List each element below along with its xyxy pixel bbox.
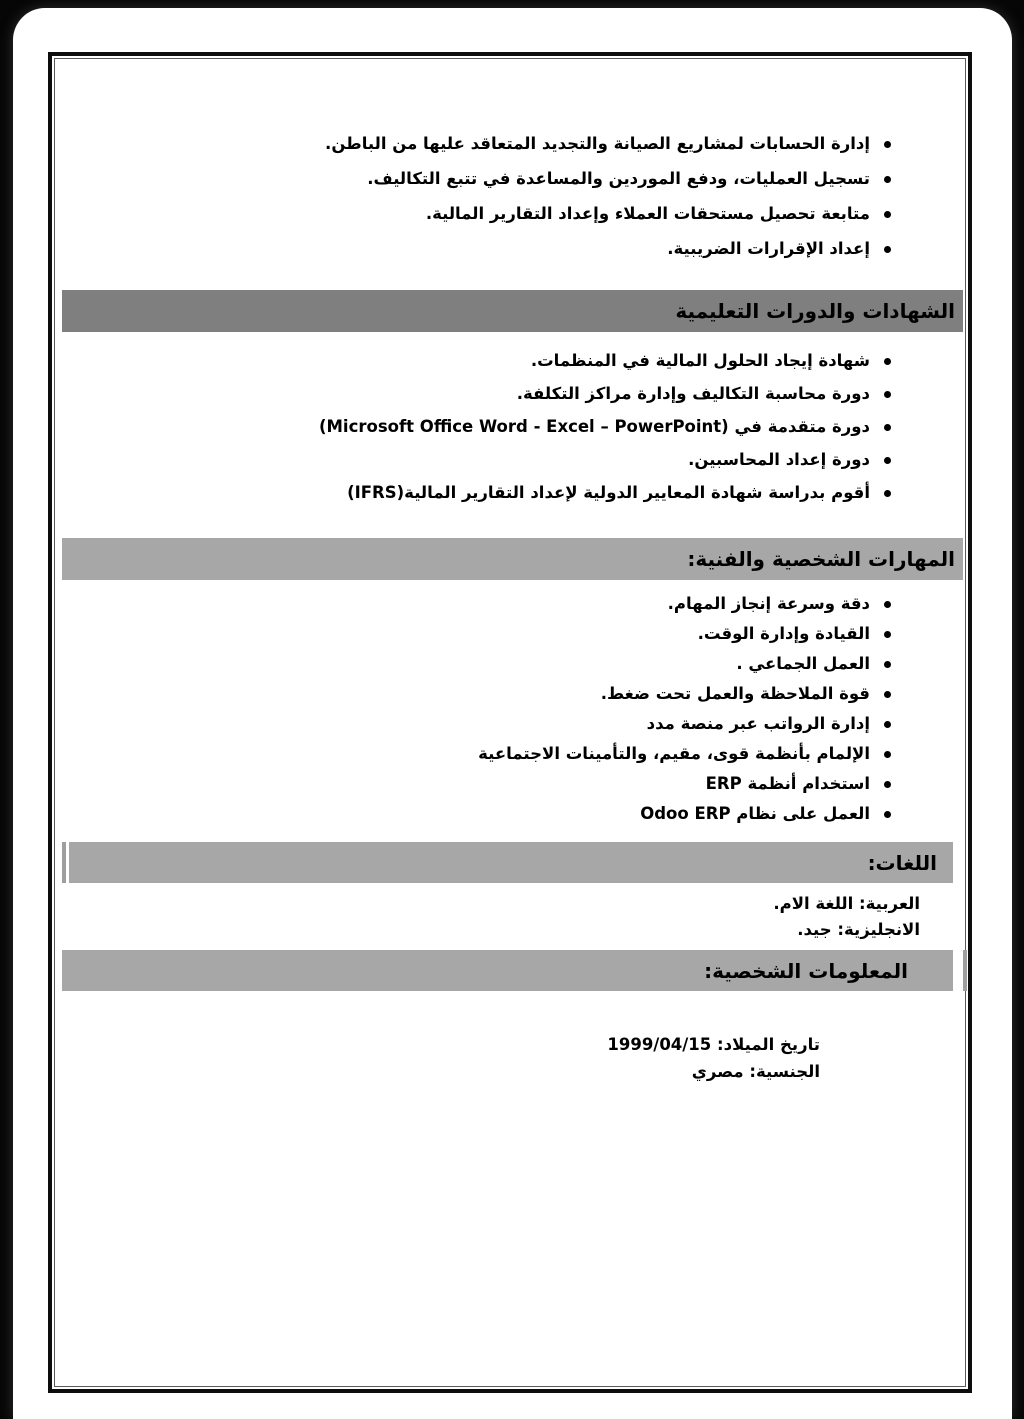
list-item [111,238,891,260]
bullet-icon [884,691,891,698]
list-item-text: دورة متقدمة في (Microsoft Office Word - Excel – PowerPoint) [318,417,870,436]
list-item [111,482,891,504]
list-item-text: شهادة إيجاد الحلول المالية في المنظمات. [530,351,870,370]
bullet-icon [884,358,891,365]
bullet-icon [884,751,891,758]
languages-lines [773,891,920,943]
section-title: المعلومات الشخصية: [704,958,908,983]
nationality-line: الجنسية: مصري [691,1062,820,1081]
list-item [111,803,891,825]
list-item-text: إدارة الرواتب عبر منصة مدد [646,714,870,733]
header-bar-edge-strip [62,842,66,883]
list-item-text: دورة إعداد المحاسبين. [688,450,870,469]
bullet-icon [884,781,891,788]
list-item-text: متابعة تحصيل مستحقات العملاء وإعداد التقارير المالية. [425,204,870,223]
bullet-icon [884,601,891,608]
bullet-icon [884,811,891,818]
list-item [111,203,891,225]
list-item [111,350,891,372]
bullet-icon [884,176,891,183]
section-header-personal-info [62,950,953,991]
list-item [111,449,891,471]
list-item-text: دقة وسرعة إنجاز المهام. [667,594,870,613]
bullet-icon [884,457,891,464]
list-item [111,773,891,795]
document-page [13,8,1012,1419]
certifications-bullet-list [111,350,891,515]
list-item [111,168,891,190]
list-item-text: الإلمام بأنظمة قوى، مقيم، والتأمينات الاجتماعية [478,744,870,763]
list-item-text: دورة محاسبة التكاليف وإدارة مراكز التكلفة. [516,384,870,403]
header-bar-edge-strip [963,950,967,991]
list-item [111,416,891,438]
bullet-icon [884,424,891,431]
birthdate-line: تاريخ الميلاد: 1999/04/15 [607,1035,820,1054]
bullet-icon [884,721,891,728]
list-item [111,713,891,735]
list-item-text: أقوم بدراسة شهادة المعايير الدولية لإعداد التقارير المالية(IFRS) [347,483,870,502]
skills-bullet-list [111,593,891,833]
list-item [111,593,891,615]
bullet-icon [884,211,891,218]
list-item-text: قوة الملاحظة والعمل تحت ضغط. [600,684,870,703]
list-item-text: العمل الجماعي . [736,654,870,673]
list-item-text: إدارة الحسابات لمشاريع الصيانة والتجديد المتعاقد عليها من الباطن. [325,134,870,153]
list-item-text: إعداد الإقرارات الضريبية. [667,239,870,258]
bullet-icon [884,631,891,638]
list-item [111,623,891,645]
section-title: الشهادات والدورات التعليمية [675,299,955,323]
list-item-text: القيادة وإدارة الوقت. [697,624,870,643]
list-item [111,743,891,765]
list-item-text: العمل على نظام Odoo ERP [640,804,870,823]
section-title: المهارات الشخصية والفنية: [687,547,955,571]
intro-bullet-list [111,133,891,273]
list-item [111,683,891,705]
bullet-icon [884,661,891,668]
bullet-icon [884,490,891,497]
language-line: العربية: اللغة الام. [773,894,920,913]
bullet-icon [884,141,891,148]
list-item [111,653,891,675]
list-item [111,383,891,405]
section-title: اللغات: [867,850,937,875]
section-header-languages [69,842,953,883]
personal-info-lines [607,1031,820,1085]
list-item-text: تسجيل العمليات، ودفع الموردين والمساعدة في تتبع التكاليف. [367,169,870,188]
section-header-certifications [62,290,963,332]
bullet-icon [884,391,891,398]
language-line: الانجليزية: جيد. [797,920,920,939]
bullet-icon [884,246,891,253]
list-item-text: استخدام أنظمة ERP [705,774,870,793]
list-item [111,133,891,155]
section-header-skills [62,538,963,580]
